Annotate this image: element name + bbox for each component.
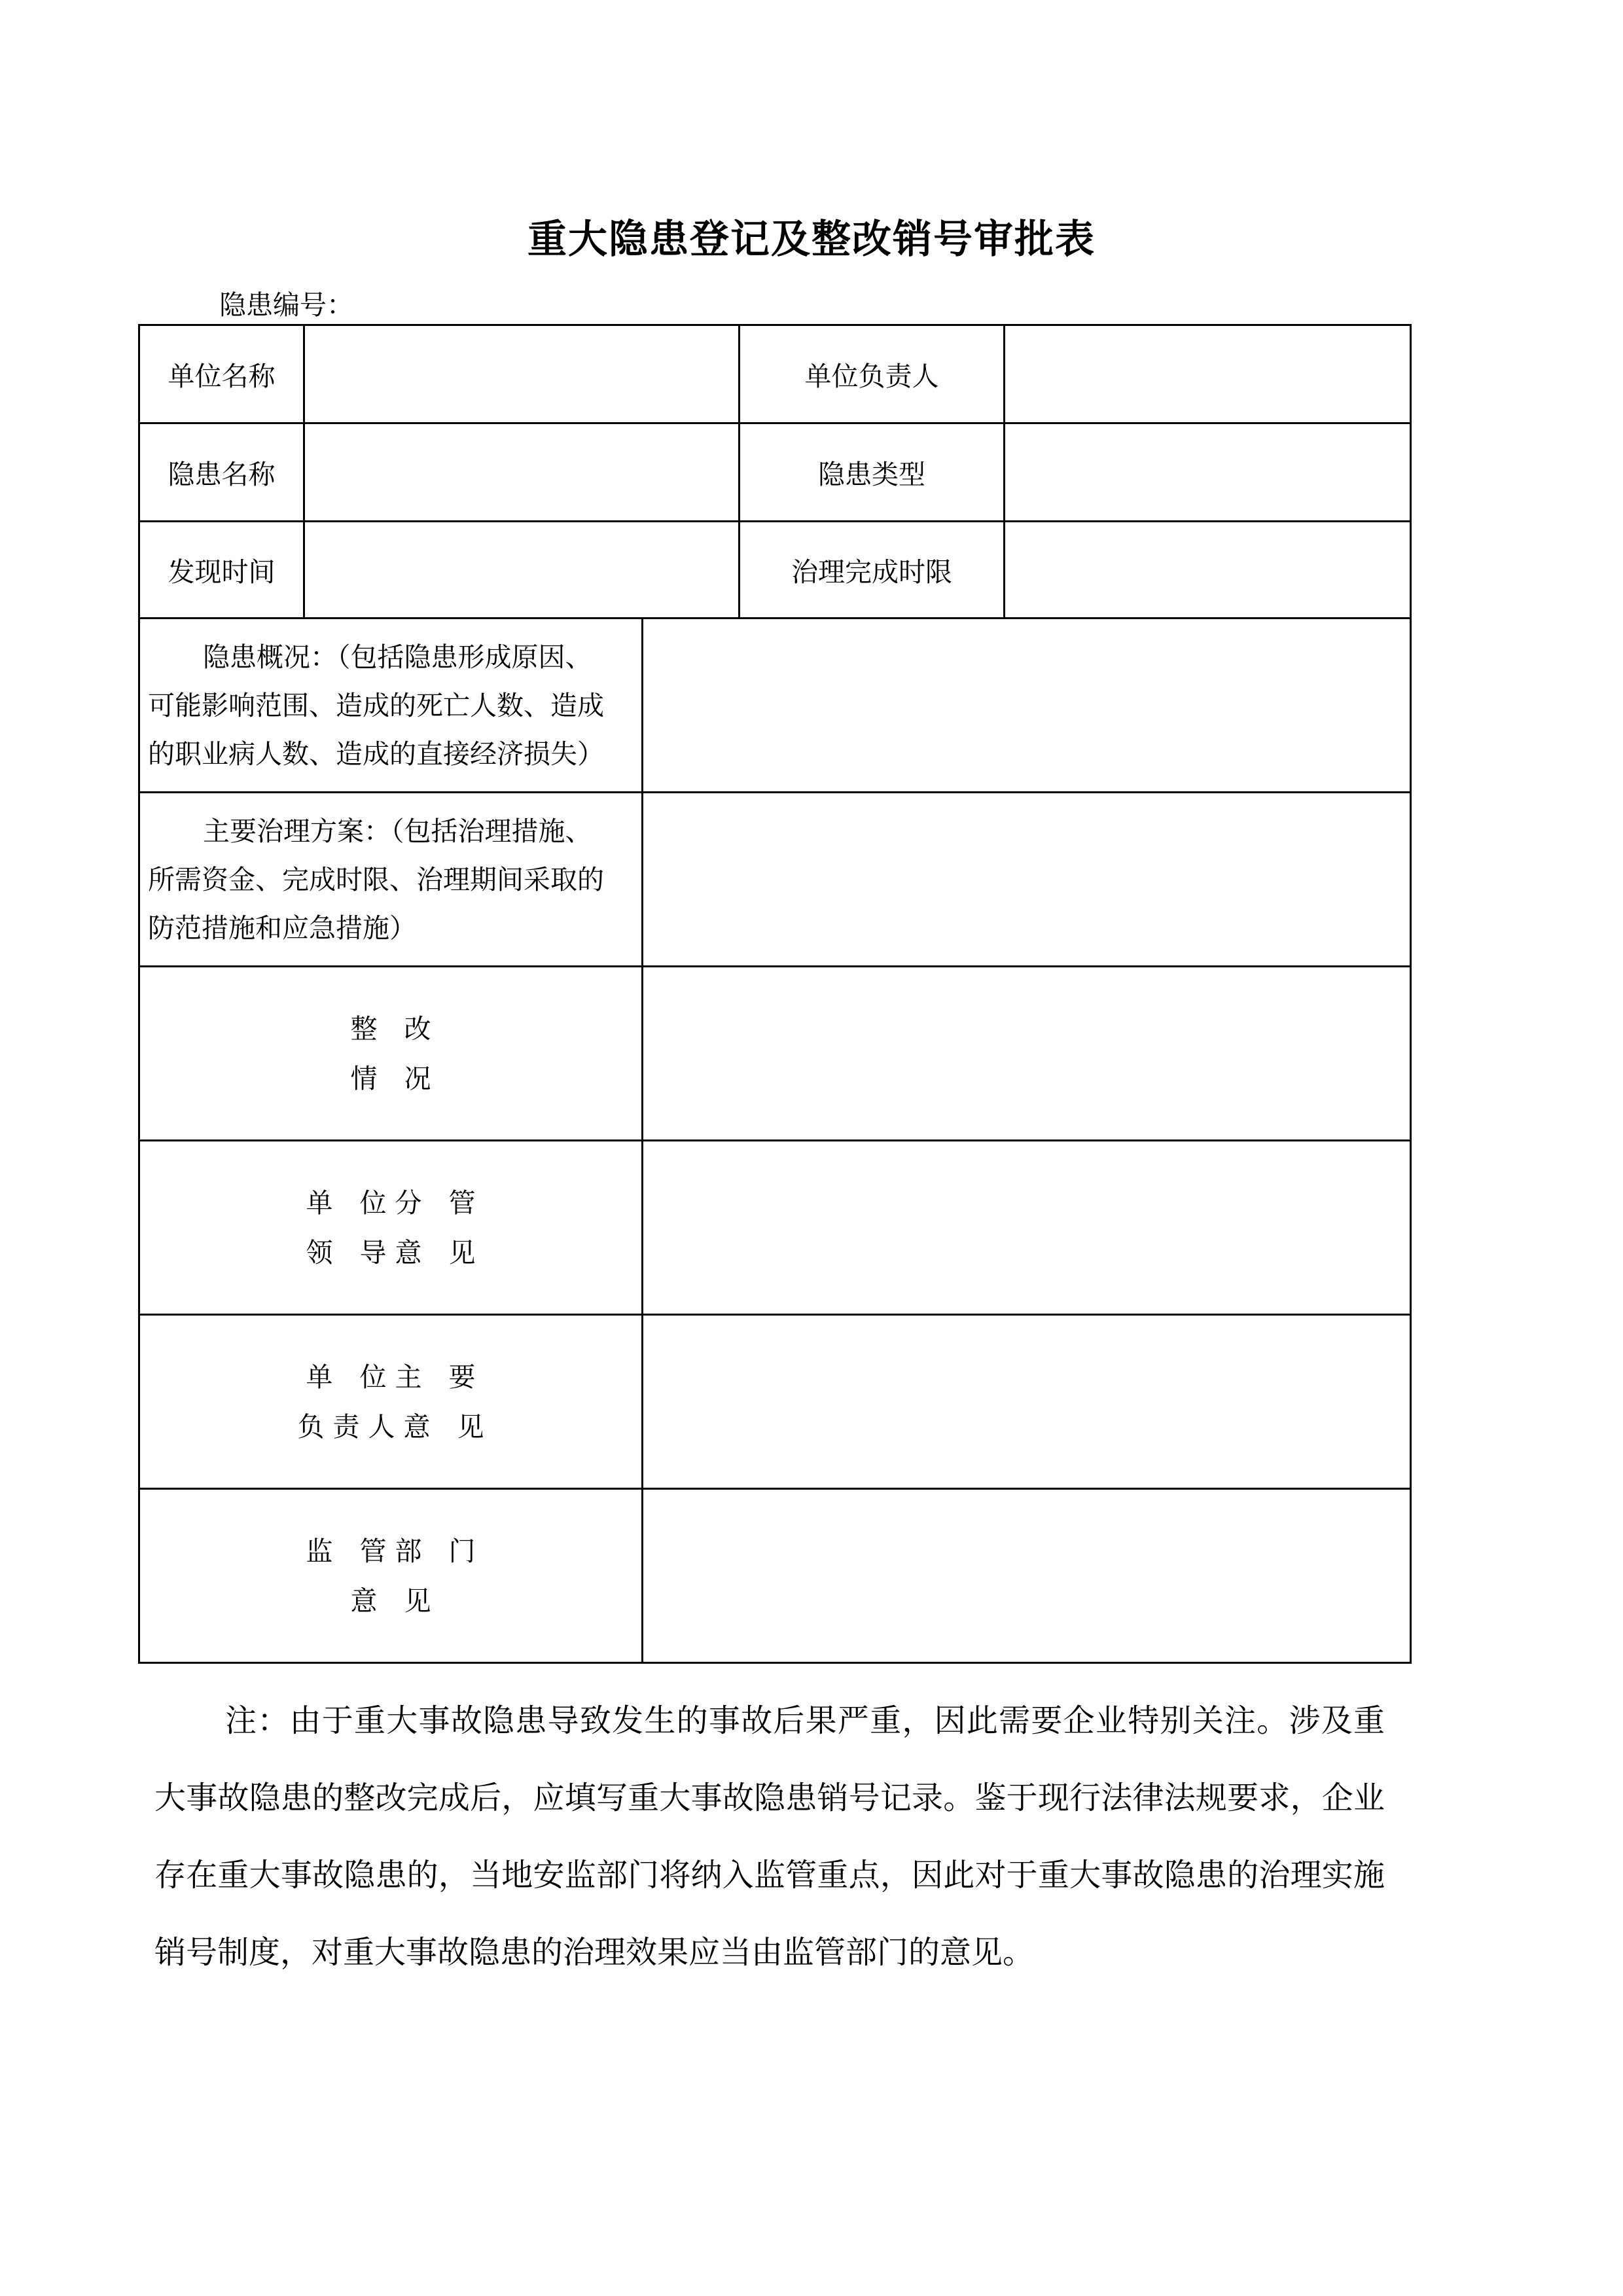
treatment-plan-label [139, 793, 643, 967]
division-leader-opinion-label [139, 1141, 643, 1315]
table-row [139, 619, 1411, 793]
main-head-line: 单 位 主 要 [306, 1361, 476, 1393]
unit-name-field[interactable] [304, 325, 740, 423]
plan-line: 主要治理方案：（包括治理措施、 [203, 815, 592, 847]
deadline-field[interactable] [1005, 522, 1411, 619]
hazard-overview-label [139, 619, 643, 793]
hazard-name-field[interactable] [304, 423, 740, 522]
supervision-line: 意 见 [350, 1585, 431, 1617]
overview-line: 可能影响范围、造成的死亡人数、造成 [148, 689, 604, 721]
main-head-line: 负 责 人 意 见 [297, 1410, 484, 1443]
unit-head-field[interactable] [1005, 325, 1411, 423]
plan-line: 防范措施和应急措施） [148, 912, 416, 944]
table-row [139, 522, 1411, 619]
unit-name-label: 单位名称 [139, 325, 304, 423]
supervision-opinion-label [139, 1489, 643, 1663]
division-leader-line: 单 位 分 管 [306, 1187, 476, 1219]
table-row [139, 423, 1411, 522]
found-time-label: 发现时间 [139, 522, 304, 619]
rectification-label [139, 967, 643, 1141]
table-row [139, 1489, 1411, 1663]
hazard-type-field[interactable] [1005, 423, 1411, 522]
deadline-label: 治理完成时限 [740, 522, 1005, 619]
supervision-line: 监 管 部 门 [306, 1535, 476, 1567]
footnote: 注：由于重大事故隐患导致发生的事故后果严重，因此需要企业特别关注。涉及重大事故隐患的整改完成后，应填写重大事故隐患销号记录。鉴于现行法律法规要求，企业存在重大事故隐患的，当地安监部门将纳入监管重点，因此对于重大事故隐患的治理实施销号制度，对重大事故隐患的治理效果应当由监管部门的意见。 [154, 1702, 1385, 1971]
rectification-line: 情 况 [350, 1062, 431, 1094]
hazard-serial-label: 隐患编号： [219, 289, 353, 321]
table-row [139, 967, 1411, 1141]
main-head-opinion-label [139, 1315, 643, 1489]
found-time-field[interactable] [304, 522, 740, 619]
table-row [139, 325, 1411, 423]
table-row [139, 1315, 1411, 1489]
treatment-plan-field[interactable] [643, 793, 1411, 967]
table-row [139, 793, 1411, 967]
overview-line: 隐患概况：（包括隐患形成原因、 [203, 641, 592, 673]
unit-head-label: 单位负责人 [740, 325, 1005, 423]
division-leader-opinion-field[interactable] [643, 1141, 1411, 1315]
approval-form-table [138, 324, 1412, 1664]
overview-line: 的职业病人数、造成的直接经济损失） [148, 738, 604, 770]
hazard-overview-field[interactable] [643, 619, 1411, 793]
division-leader-line: 领 导 意 见 [306, 1236, 476, 1268]
table-row [139, 1141, 1411, 1315]
main-head-opinion-field[interactable] [643, 1315, 1411, 1489]
hazard-type-label: 隐患类型 [740, 423, 1005, 522]
supervision-opinion-field[interactable] [643, 1489, 1411, 1663]
rectification-field[interactable] [643, 967, 1411, 1141]
plan-line: 所需资金、完成时限、治理期间采取的 [148, 863, 604, 895]
hazard-name-label: 隐患名称 [139, 423, 304, 522]
page-title: 重大隐患登记及整改销号审批表 [527, 217, 1096, 262]
rectification-line: 整 改 [350, 1013, 431, 1045]
